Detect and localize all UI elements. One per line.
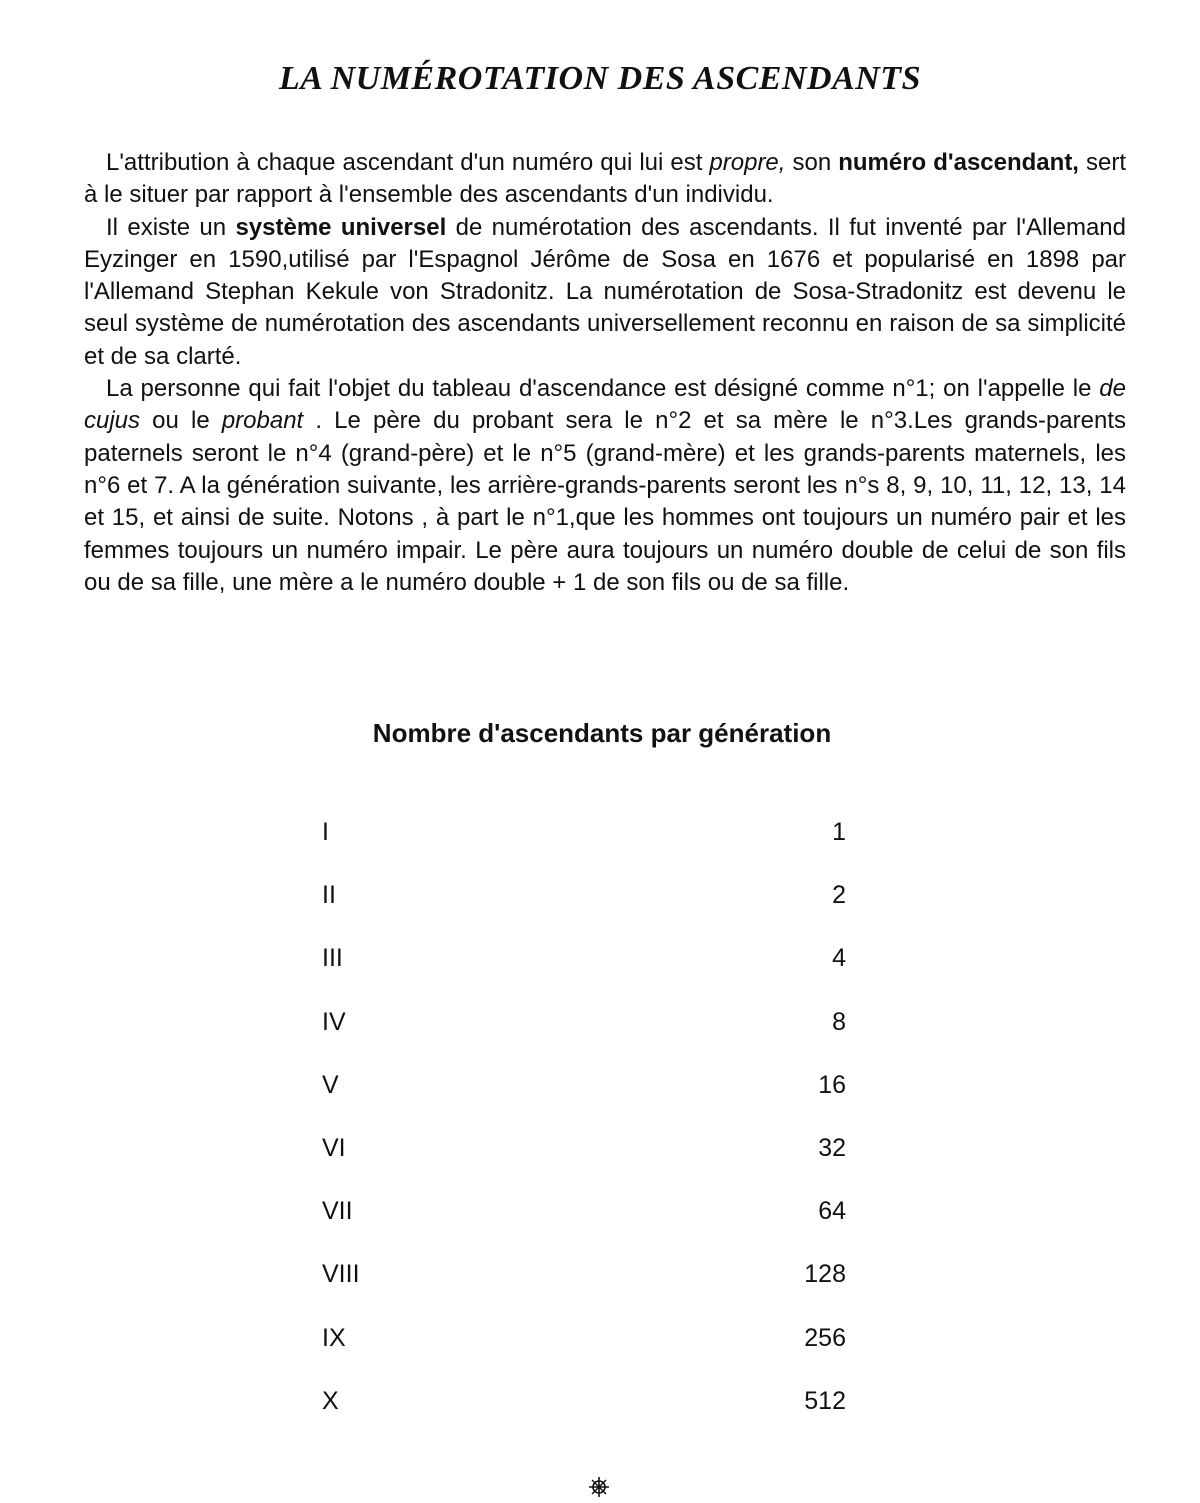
generation-number: IX <box>322 1323 346 1352</box>
generation-number: X <box>322 1386 339 1415</box>
text-segment: La personne qui fait l'objet du tableau d'ascendance est désigné comme n°1; on l'appelle le <box>106 375 1100 403</box>
text-segment: système universel <box>235 213 447 241</box>
body-text <box>84 147 1126 599</box>
table-row <box>322 1381 846 1444</box>
table-row <box>322 1002 846 1065</box>
table-row <box>322 1128 846 1191</box>
wheel-ornament-icon <box>588 1476 610 1498</box>
text-segment: ou le <box>140 407 222 435</box>
ascendant-count: 2 <box>832 881 846 910</box>
table-row <box>322 938 846 1001</box>
ascendant-count: 4 <box>832 944 846 973</box>
generation-number: I <box>322 818 329 846</box>
table-title: Nombre d'ascendants par génération <box>372 718 832 748</box>
generation-number: III <box>322 944 343 973</box>
table-row <box>322 1254 846 1317</box>
ascendant-count: 1 <box>832 818 846 846</box>
generation-number: VIII <box>322 1260 360 1289</box>
ascendant-count: 16 <box>818 1070 846 1099</box>
ascendant-count: 8 <box>832 1007 846 1036</box>
text-segment: propre, <box>709 149 786 176</box>
ascendant-count: 128 <box>804 1260 846 1289</box>
ascendant-count: 32 <box>818 1133 846 1162</box>
table-row <box>322 875 846 938</box>
generation-number: II <box>322 881 336 910</box>
text-segment: L'attribution à chaque ascendant d'un numéro qui lui est <box>106 149 710 176</box>
text-segment: de numérotation des ascendants. Il fut inventé par l'Allemand Eyzinger en 1590,utilisé par l'Espagnol Jérôme de Sosa en 1676 et popularisé en 1898 par l'Allemand Stephan Kekule von Stradonitz. La numérotation de Sosa-Stradonitz est devenu le seul système de numérotation des ascendants universellement reconnu en raison de sa simplicité et de sa clarté. <box>84 213 1127 370</box>
ascendant-count: 64 <box>818 1197 846 1226</box>
page-title: LA NUMÉROTATION DES ASCENDANTS <box>279 60 921 97</box>
text-segment: son <box>785 149 839 176</box>
text-segment: . Le père du probant sera le n°2 et sa mère le n°3.Les grands-parents paternels seront le n°4 (grand-père) et le n°5 (grand-mère) et les grands-parents maternels, les n°6 et 7. A la génération suivante, les arrière-grands-parents seront les n°s 8, 9, 10, 11, 12, 13, 14 et 15, et ainsi de suite. Notons , à part le n°1,que les hommes ont toujours un numéro pair et les femmes toujours un numéro impair. Le père aura toujours un numéro double de celui de son fils ou de sa fille, une mère a le numéro double + 1 de son fils ou de sa fille. <box>84 407 1126 596</box>
paragraph-2 <box>84 212 1126 373</box>
generation-number: V <box>322 1070 339 1099</box>
table-row <box>322 812 846 875</box>
table-row <box>322 1191 846 1254</box>
generation-table <box>322 812 846 1444</box>
generation-number: VI <box>322 1133 346 1162</box>
text-segment: numéro d'ascendant, <box>838 149 1079 176</box>
generation-number: IV <box>322 1007 346 1036</box>
paragraph-3 <box>84 373 1126 599</box>
wheel-ornament-icon <box>588 1476 610 1498</box>
table-row <box>322 1065 846 1128</box>
ascendant-count: 256 <box>804 1323 846 1352</box>
table-row <box>322 1318 846 1381</box>
generation-number: VII <box>322 1197 353 1226</box>
text-segment: Il existe un <box>106 213 236 241</box>
text-segment: de cujus <box>84 375 1126 435</box>
text-segment: probant <box>221 407 304 435</box>
ascendant-count: 512 <box>804 1386 846 1415</box>
paragraph-1 <box>84 147 1126 212</box>
text-segment: sert à le situer par rapport à l'ensemble des ascendants d'un individu. <box>84 149 1127 209</box>
